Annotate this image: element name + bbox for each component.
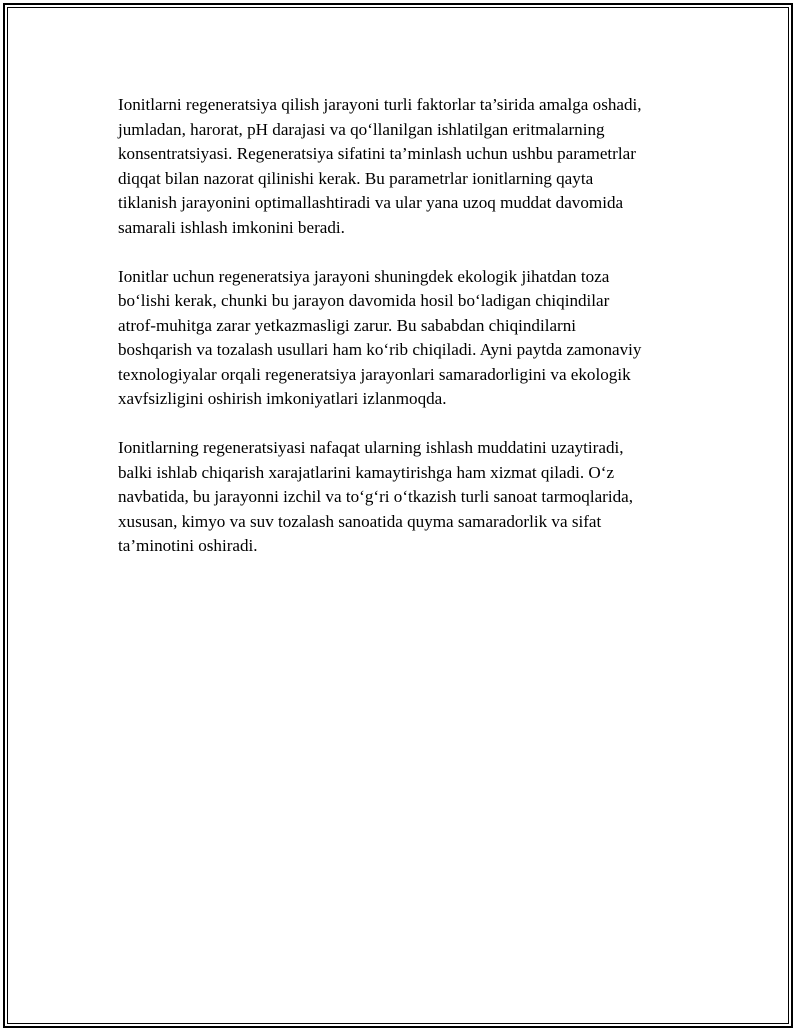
paragraph-line: xususan, kimyo va suv tozalash sanoatida quyma samaradorlik va sifat [118, 511, 602, 531]
paragraph-line: balki ishlab chiqarish xarajatlarini kamaytirishga ham xizmat qiladi. O‘z [118, 462, 615, 482]
paragraph-line: konsentratsiyasi. Regeneratsiya sifatini ta’minlash uchun ushbu parametrlar [118, 144, 636, 163]
paragraph-line: Ionitlar uchun regeneratsiya jarayoni shuningdek ekologik jihatdan toza [118, 266, 610, 286]
paragraph-line: xavfsizligini oshirish imkoniyatlari izlanmoqda. [118, 389, 447, 408]
paragraph-1 [118, 93, 698, 240]
paragraph-line: texnologiyalar orqali regeneratsiya jarayonlari samaradorligini va ekologik [118, 364, 631, 384]
paragraph-line: samarali ishlash imkonini beradi. [118, 217, 345, 237]
paragraph-line: navbatida, bu jarayonni izchil va to‘g‘ri o‘tkazish turli sanoat tarmoqlarida, [118, 487, 634, 506]
document-body [118, 93, 698, 583]
paragraph-line: boshqarish va tozalash usullari ham ko‘rib chiqiladi. Ayni paytda zamonaviy [118, 340, 642, 359]
paragraph-line: jumladan, harorat, pH darajasi va qo‘llanilgan ishlatilgan eritmalarning [118, 119, 605, 139]
paragraph-line: Ionitlarning regeneratsiyasi nafaqat ularning ishlash muddatini uzaytiradi, [118, 438, 624, 457]
paragraph-line: Ionitlarni regeneratsiya qilish jarayoni turli faktorlar ta’sirida amalga oshadi, [118, 95, 642, 114]
paragraph-line: ta’minotini oshiradi. [118, 536, 258, 555]
paragraph-line: atrof-muhitga zarar yetkazmasligi zarur. Bu sababdan chiqindilarni [118, 315, 577, 335]
paragraph-line: bo‘lishi kerak, chunki bu jarayon davomida hosil bo‘ladigan chiqindilar [118, 291, 610, 310]
paragraph-3 [118, 436, 698, 559]
paragraph-line: diqqat bilan nazorat qilinishi kerak. Bu parametrlar ionitlarning qayta [118, 168, 594, 188]
paragraph-2 [118, 265, 698, 412]
paragraph-line: tiklanish jarayonini optimallashtiradi va ular yana uzoq muddat davomida [118, 193, 624, 212]
